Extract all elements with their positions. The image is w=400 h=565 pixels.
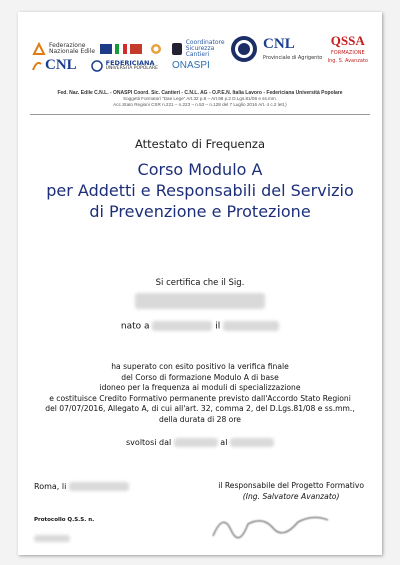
certify-text: Si certifica che il Sig. <box>155 278 245 288</box>
cnl-left-text: CNL <box>45 57 77 73</box>
body-line-2: del Corso di formazione Modulo A di base <box>121 372 279 382</box>
protocol-number <box>34 527 70 546</box>
header-line-3: Acc.Stato Regioni CSR n.221 – n.223 – n.53 – n.128 del 7 Luglio 2016 Art. 4 c.2 lett.) <box>113 101 287 107</box>
region-flag-icon <box>130 44 142 54</box>
header-text <box>30 90 370 108</box>
badge-icon <box>171 42 183 56</box>
period-line <box>18 438 382 447</box>
course-line-2: per Addetti e Responsabili del Servizio <box>46 181 354 200</box>
seal-icon <box>230 35 258 63</box>
federiciana-logo <box>91 60 158 72</box>
swoosh-icon <box>32 60 42 72</box>
held-to-label: al <box>220 438 228 447</box>
certificate-page <box>18 12 382 555</box>
redacted-start-date <box>174 438 218 447</box>
body-line-3: idoneo per la frequenza ai moduli di specializzazione <box>99 383 301 392</box>
onaspi-logo <box>172 61 210 72</box>
fne-line-1: Federazione <box>49 41 86 49</box>
responsible-block <box>218 480 364 502</box>
cnl-right-text: CNL <box>263 36 295 53</box>
body-line-5: del 07/07/2016, Allegato A, di cui all'art. 32, comma 2, del D.Lgs.81/08 e ss.mm., <box>45 404 355 413</box>
header-divider <box>30 114 370 115</box>
redacted-name <box>135 293 265 309</box>
birth-line <box>18 321 382 332</box>
eu-flag-icon <box>100 44 112 54</box>
formazione-text: FORMAZIONE <box>330 49 365 56</box>
place-label: Roma, li <box>34 482 67 491</box>
responsible-name: (Ing. Salvatore Avanzato) <box>242 492 340 501</box>
provincia-text: Provinciale di Agrigento <box>263 54 323 61</box>
born-at-label: nato a <box>120 321 150 332</box>
signature-image <box>203 504 353 542</box>
protocol-label: Protocollo Q.S.S. n. <box>34 517 95 523</box>
redacted-birthplace <box>152 321 212 331</box>
redacted-birthdate <box>223 321 279 331</box>
cnl-right-logo <box>263 37 322 61</box>
logo-row-bottom <box>32 58 210 74</box>
held-from-label: svoltosi dal <box>126 438 172 447</box>
redacted-protocol <box>34 535 70 542</box>
sun-icon <box>147 42 165 56</box>
onaspi-text-1: Coordinatore <box>185 38 225 46</box>
onaspi-logo-top <box>171 40 225 59</box>
recipient-name <box>18 293 382 313</box>
course-line-3: di Prevenzione e Protezione <box>89 202 311 221</box>
qssa-text: QSSA <box>330 33 365 48</box>
header-line-1: Fed. Naz. Edile C.N.L. - ONASPI Coord. Sic. Cantieri - C.N.L. AG - O.P.E.N. Italia Lavoro - Federiciana Università Popolare <box>57 90 343 96</box>
sun-logo <box>147 42 165 56</box>
avanzato-text: Ing. S. Avanzato <box>327 57 368 64</box>
born-on-label: il <box>215 321 221 332</box>
redacted-date <box>69 482 129 491</box>
cnl-left-logo <box>32 58 77 74</box>
seal-logo <box>230 35 258 63</box>
body-line-1: ha superato con esito positivo la verifica finale <box>111 362 289 371</box>
flags-logo <box>100 44 142 54</box>
body-line-6: della durata di 28 ore <box>159 414 241 424</box>
course-title <box>18 159 382 222</box>
federiciana-icon <box>91 60 103 72</box>
body-line-4: e costituisce Credito Formativo permanente previsto dall'Accordo Stato Regioni <box>49 393 351 403</box>
fne-icon <box>32 42 46 56</box>
federiciana-name: FEDERICIANA <box>105 59 155 68</box>
responsible-title: il Responsabile del Progetto Formativo <box>218 481 364 490</box>
header-line-2: Soggetti Formatori "Dae Lege" Art.32 p.8 – Art.98 p.2 D.Lgs.81/08 e ss.mm. <box>123 96 277 102</box>
redacted-end-date <box>230 438 274 447</box>
course-line-1: Corso Modulo A <box>137 160 263 179</box>
fne-line-2: Nazionale Edile <box>49 48 96 56</box>
place-line <box>34 482 129 491</box>
certificate-title: Attestato di Frequenza <box>134 137 266 151</box>
certificate-body <box>18 362 382 425</box>
fne-logo <box>32 42 95 56</box>
italy-flag-icon <box>115 44 127 54</box>
onaspi-text-2: Sicurezza <box>185 44 215 52</box>
qssa-logo <box>328 34 368 64</box>
onaspi-name: ONASPI <box>171 59 210 71</box>
onaspi-text-3: Cantieri <box>185 51 210 59</box>
federiciana-sub: UNIVERSITÀ POPOLARE <box>105 65 158 71</box>
